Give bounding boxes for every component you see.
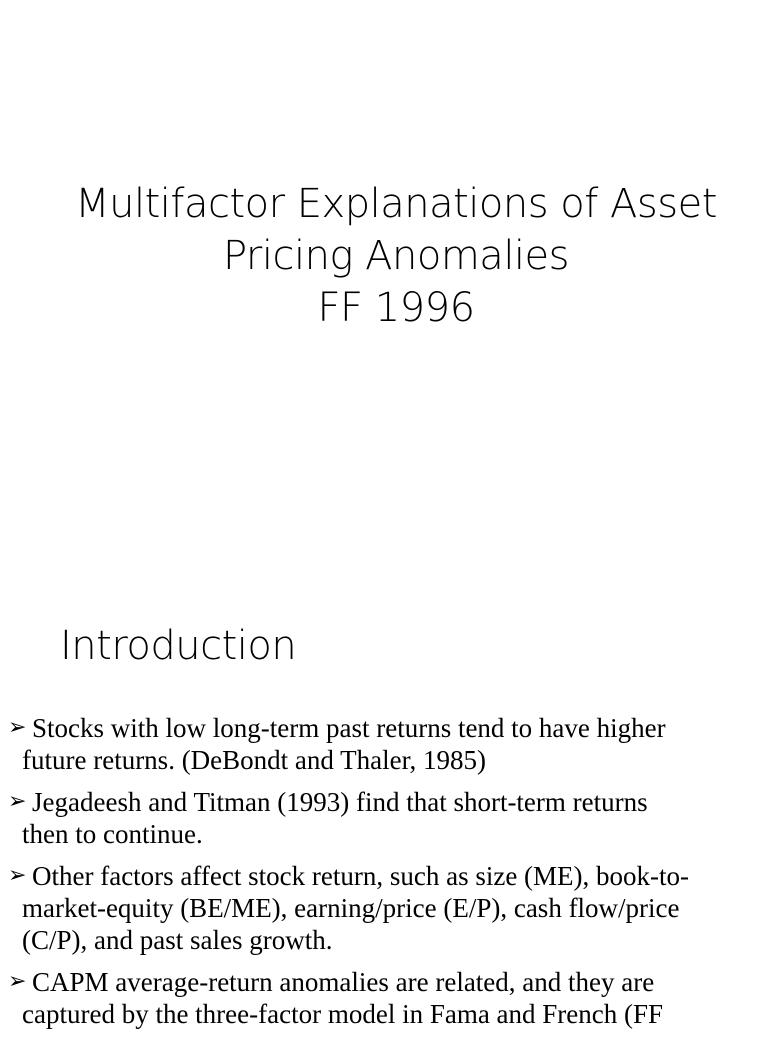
bullet-item [0, 860, 768, 956]
bullet-text-line: Stocks with low long-term past returns tend to have higher [32, 713, 666, 743]
arrowhead-bullet-icon: ➢ [8, 863, 27, 888]
bullet-item [0, 786, 768, 850]
slide-title-line-3: FF 1996 [317, 285, 475, 331]
arrowhead-bullet-icon: ➢ [8, 789, 27, 814]
section-heading: Introduction [60, 623, 297, 669]
bullet-list [0, 712, 768, 1040]
bullet-text-line: CAPM average-return anomalies are related, and they are [32, 967, 655, 997]
bullet-text-line: (C/P), and past sales growth. [22, 925, 333, 955]
slide-title [0, 178, 768, 334]
bullet-text-line: Jegadeesh and Titman (1993) find that short-term returns [32, 787, 648, 817]
bullet-text-line: future returns. (DeBondt and Thaler, 1985) [22, 745, 487, 775]
bullet-text-line: captured by the three-factor model in Fama and French (FF [22, 999, 664, 1029]
slide-title-line-2: Pricing Anomalies [223, 233, 569, 279]
bullet-item [0, 712, 768, 776]
arrowhead-bullet-icon: ➢ [8, 715, 27, 740]
bullet-text-line: Other factors affect stock return, such as size (ME), book-to- [32, 861, 690, 891]
arrowhead-bullet-icon: ➢ [8, 969, 27, 994]
bullet-item [0, 966, 768, 1030]
bullet-text-line: then to continue. [22, 819, 203, 849]
slide-title-line-1: Multifactor Explanations of Asset [75, 181, 717, 227]
bullet-text-line: market-equity (BE/ME), earning/price (E/P), cash flow/price [22, 893, 680, 923]
